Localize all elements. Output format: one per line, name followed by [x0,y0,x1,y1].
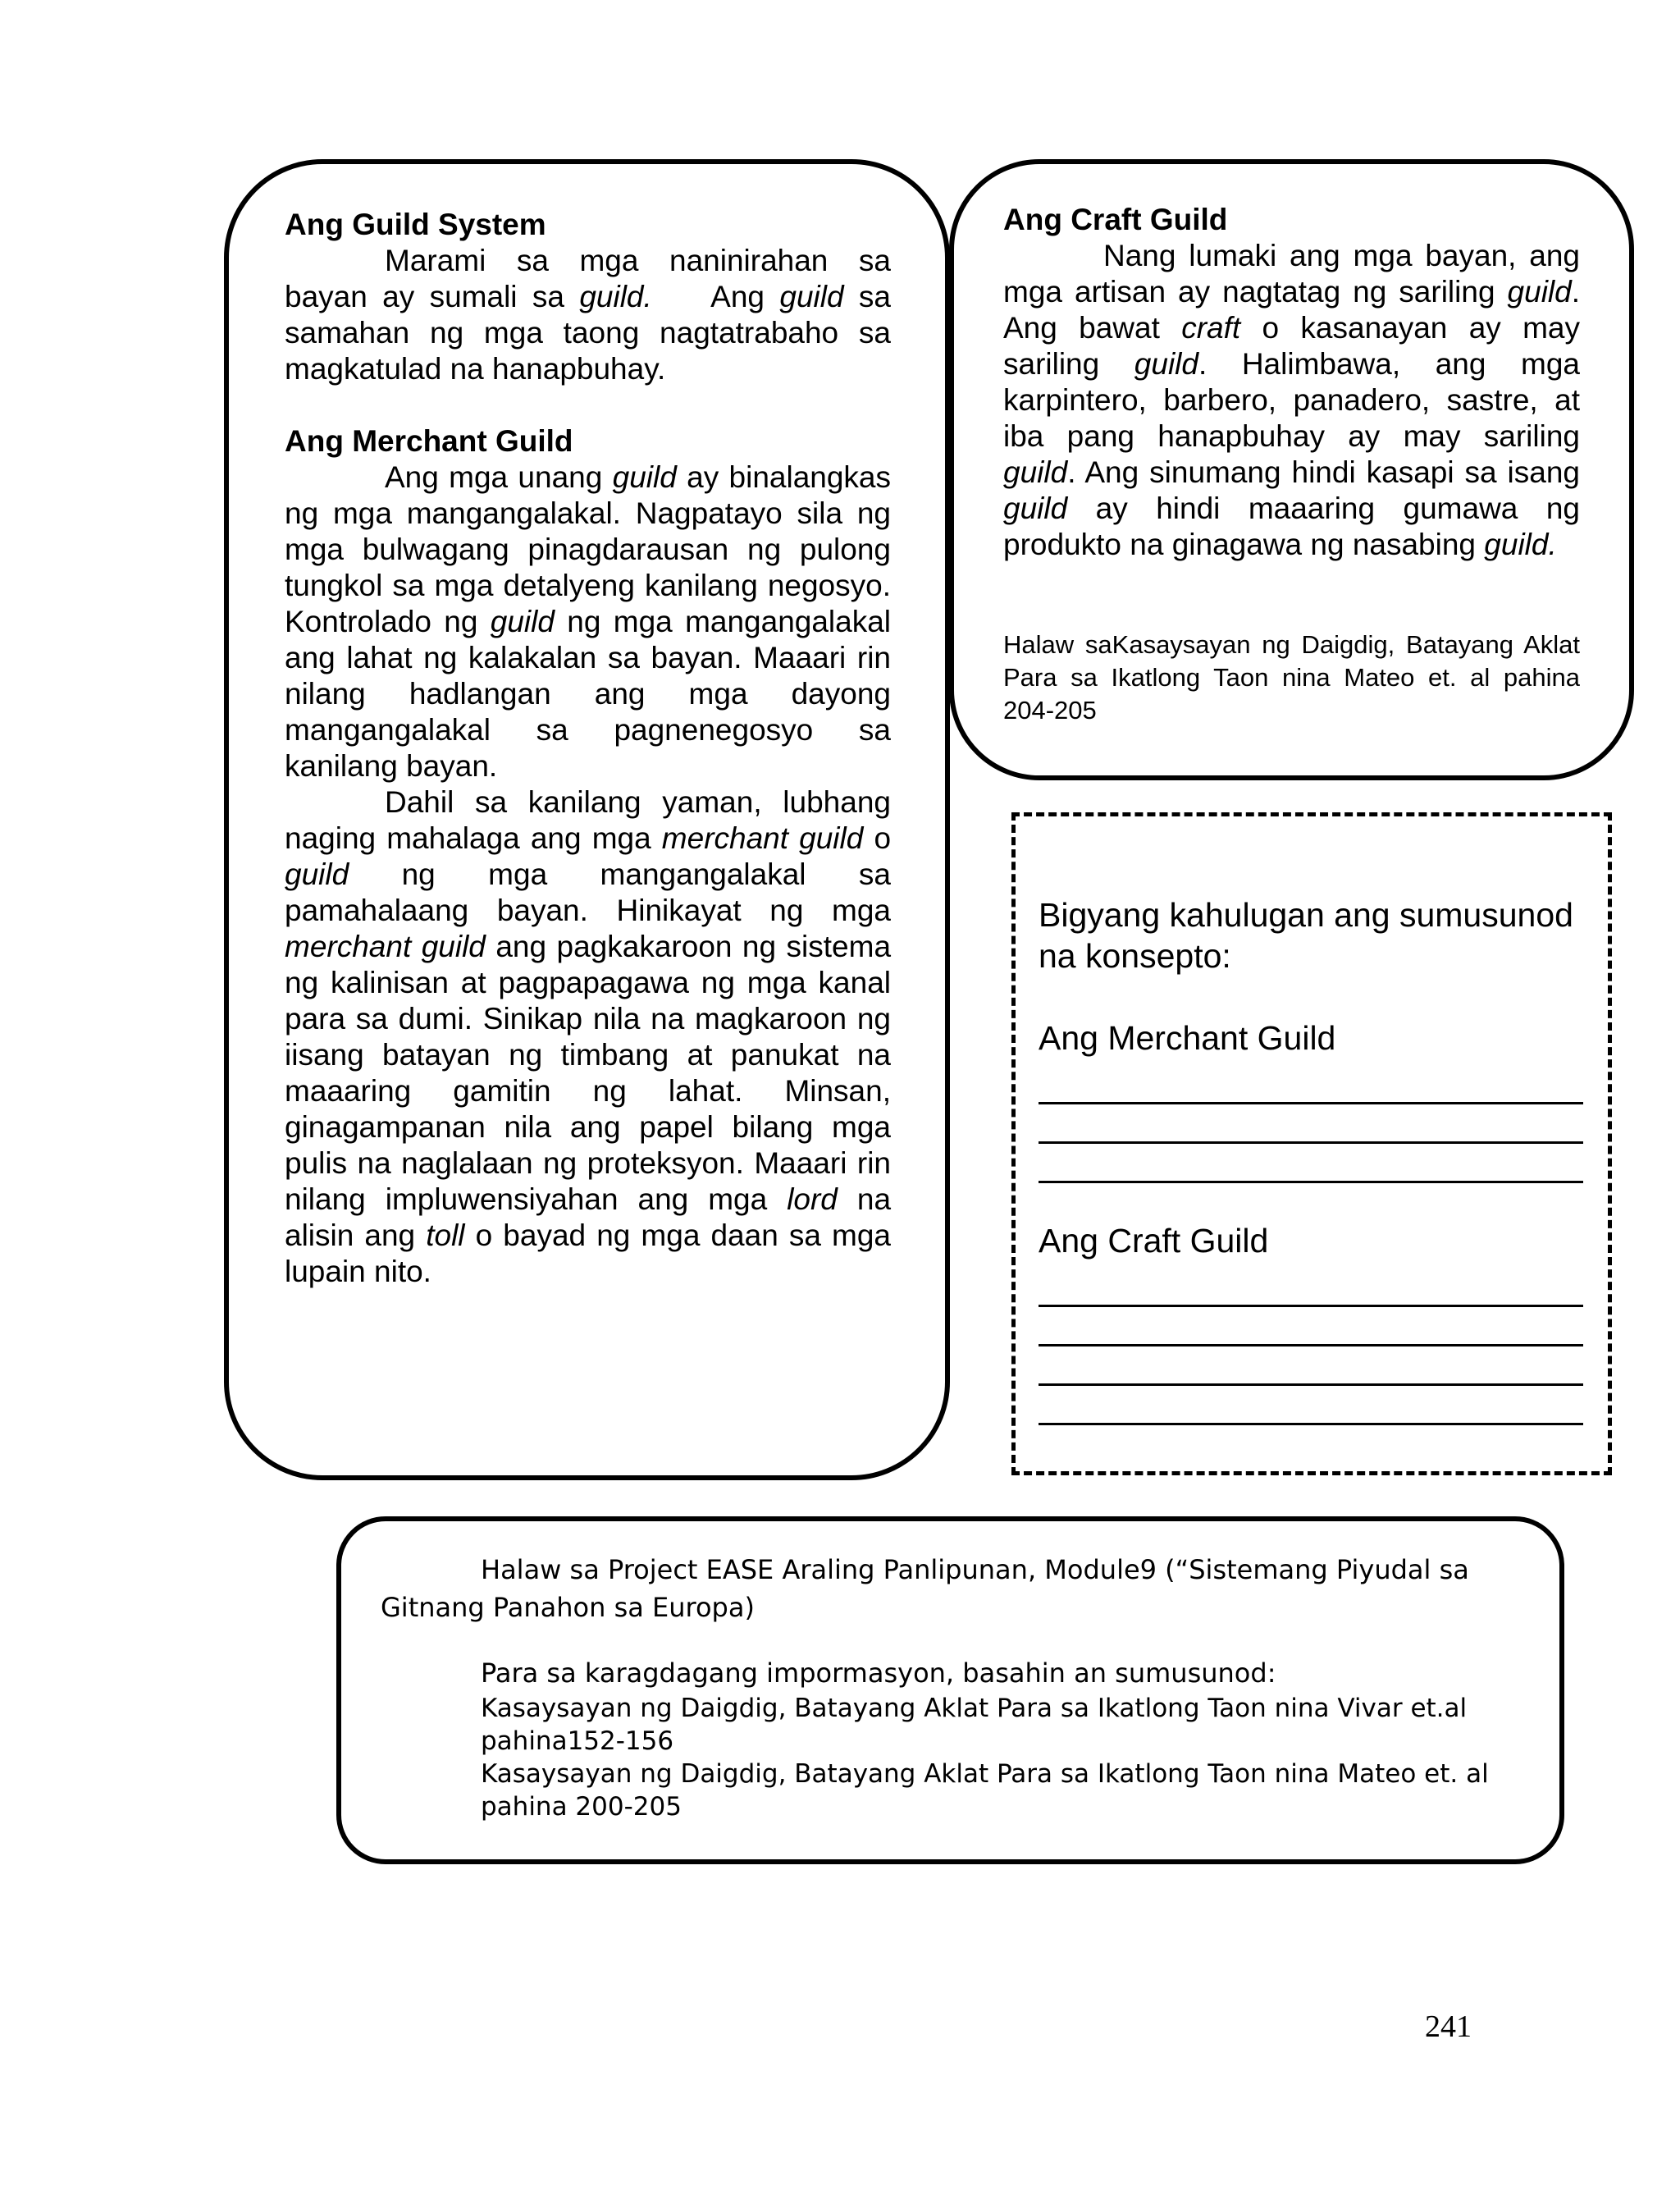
text-segment: Ang mga unang [385,460,603,494]
source-line-1: Halaw sa Project EASE Araling Panlipunan, Module9 (“Sistemang Piyudal sa Gitnang Panahon sa Europa) [381,1554,1469,1623]
italic-term: guild [1507,275,1572,309]
italic-term: guild [779,280,844,313]
spacer [381,1626,1527,1654]
italic-term: guild. [1484,528,1557,561]
text-segment: o [874,821,892,855]
italic-term: merchant guild [285,930,486,963]
merchant-guild-paragraph-2 [285,784,891,1290]
italic-term: guild [1003,491,1068,525]
craft-guild-paragraph [1003,238,1580,563]
text-segment: Dahil sa kanilang yaman, lubhang naging mahalaga ang mga [285,785,891,855]
italic-term: guild [612,460,677,494]
text-segment: ng mga mangangalakal sa pamahalaang bayan. Hinikayat ng mga [285,857,892,927]
merchant-guild-paragraph-1 [285,459,891,784]
reference-1: Kasaysayan ng Daigdig, Batayang Aklat Para sa Ikatlong Taon nina Vivar et.al pahina152-156 [481,1694,1468,1756]
craft-guild-box [949,159,1634,780]
text-segment: ang pagkakaroon ng sistema ng kalinisan at pagpapagawa ng mga kanal para sa dumi. Sinikap nila na magkaroon ng iisang batayan ng timbang at panukat na maaaring gamitin ng lahat. Minsan, ginagampanan nila ang papel bilang mga pulis na naglalaan ng proteksyon. Maaari rin nilang impluwensiyahan ang mga [285,930,892,1216]
merchant-guild-label: Ang Merchant Guild [1039,1019,1336,1057]
guild-system-paragraph [285,243,891,387]
answer-line[interactable] [1039,1346,1583,1386]
text-segment: . Halimbawa, ang mga karpintero, barbero, panadero, sastre, at iba pang hanapbuhay ay may sariling [1003,347,1580,453]
merchant-guild-answer-lines[interactable] [1039,1065,1583,1183]
answer-line[interactable] [1039,1307,1583,1346]
answer-line[interactable] [1039,1268,1583,1307]
text-segment: na alisin ang [285,1182,892,1252]
spacer [285,387,891,423]
italic-term: guild. [579,280,652,313]
activity-prompt: Bigyang kahulugan ang sumusunod na konsepto: [1039,896,1573,975]
text-segment: o bayad ng mga daan sa mga lupain nito. [285,1218,892,1288]
craft-guild-heading: Ang Craft Guild [1003,203,1228,236]
source-line-2: Para sa karagdagang impormasyon, basahin an sumusunod: [481,1657,1276,1689]
text-segment: ng mga mangangalakal ang lahat ng kalakalan sa bayan. Maaari rin nilang hadlangan ang mga dayong mangangalakal sa pagnenegosyo sa kanilang bayan. [285,605,892,783]
answer-line[interactable] [1039,1065,1583,1104]
guild-system-heading: Ang Guild System [285,208,546,241]
italic-term: lord [787,1182,838,1216]
answer-line[interactable] [1039,1104,1583,1144]
text-segment: Nang lumaki ang mga bayan, ang mga artisan ay nagtatag ng sariling [1003,239,1580,309]
italic-term: toll [426,1218,465,1252]
guild-system-box [224,159,950,1480]
text-segment: Marami sa mga naninirahan sa bayan ay sumali sa [285,244,891,313]
answer-line[interactable] [1039,1386,1583,1425]
text-segment: Ang [710,280,765,313]
source-box [336,1516,1564,1864]
craft-guild-citation: Halaw saKasaysayan ng Daigdig, Batayang Aklat Para sa Ikatlong Taon nina Mateo et. al pahina 204-205 [1003,630,1580,725]
reference-2: Kasaysayan ng Daigdig, Batayang Aklat Para sa Ikatlong Taon nina Mateo et. al pahina 200-205 [481,1759,1489,1822]
italic-term: guild [1134,347,1198,381]
text-segment: ay hindi maaaring gumawa ng produkto na ginagawa ng nasabing [1003,491,1580,561]
page-number: 241 [1425,2009,1472,2044]
italic-term: craft [1181,311,1241,345]
merchant-guild-heading: Ang Merchant Guild [285,424,573,458]
italic-term: merchant guild [661,821,864,855]
craft-guild-answer-lines[interactable] [1039,1268,1583,1425]
italic-term: guild [1003,455,1068,489]
text-segment: o kasanayan ay may sariling [1003,311,1581,381]
text-segment: . Ang sinumang hindi kasapi sa isang [1067,455,1580,489]
italic-term: guild [490,605,555,638]
answer-line[interactable] [1039,1144,1583,1183]
craft-guild-label: Ang Craft Guild [1039,1222,1269,1260]
text-segment: . Ang bawat [1003,275,1581,345]
text-segment: sa samahan ng mga taong nagtatrabaho sa magkatulad na hanapbuhay. [285,280,891,386]
italic-term: guild [285,857,349,891]
activity-box [1011,812,1612,1475]
text-segment: ay binalangkas ng mga mangangalakal. Nagpatayo sila ng mga bulwagang pinagdarausan ng pulong tungkol sa mga detalyeng kanilang negosyo. Kontrolado ng [285,460,892,638]
